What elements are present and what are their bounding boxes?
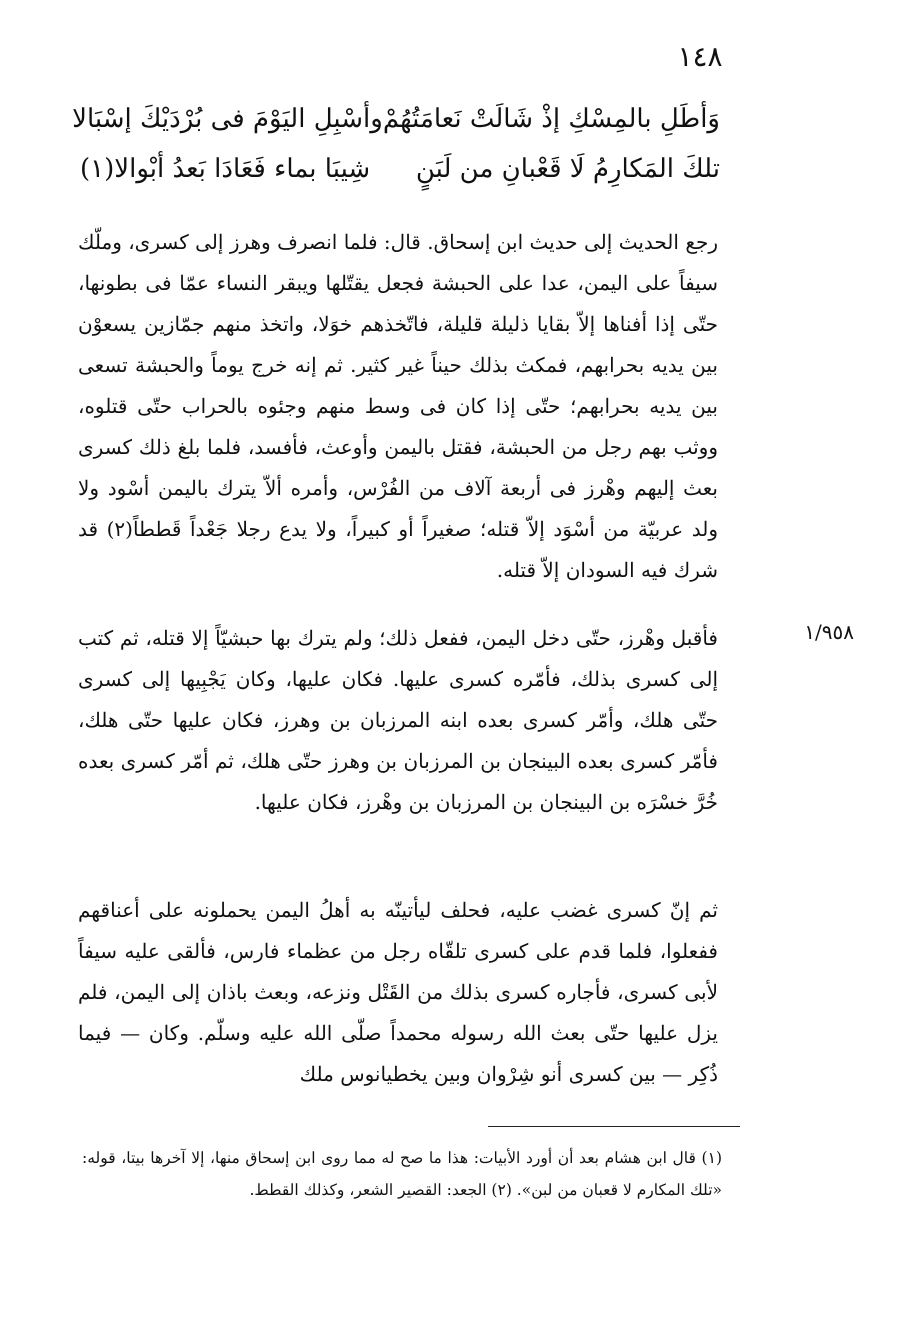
footnotes: (١) قال ابن هشام بعد أن أورد الأبيات: هذا ما صح له مما روى ابن إسحاق منها، إلا آخرها بيتا، قوله: «تلك المكارم لا قعبان من لبن». (٢) الجعد: القصير الشعر، وكذلك القطط. xyxy=(82,1149,722,1199)
verse-second-hemistich: وأسْبِلِ اليَوْمَ فى بُرْدَيْكَ إسْبَالا xyxy=(72,104,383,134)
page-number: ١٤٨ xyxy=(677,40,723,73)
margin-reference: ١/٩٥٨ xyxy=(804,620,854,644)
footnote-divider xyxy=(488,1126,740,1127)
verse-line xyxy=(72,96,720,142)
verse-first-hemistich: تلكَ المَكارِمُ لَا قَعْبانِ من لَبَنٍ xyxy=(415,154,720,184)
verse-line xyxy=(80,146,720,192)
body-paragraph: فأقبل وهْرز، حتّى دخل اليمن، ففعل ذلك؛ ولم يترك بها حبشيّاً إلا قتله، ثم كتب إلى كسرى بذلك، فأمّره كسرى عليها. فكان عليها، وكان يَجْبِيها إلى كسرى حتّى هلك، وأمّر كسرى بعده ابنه المرزبان بن وهرز، فكان عليها حتّى هلك، فأمّر كسرى بعده البينجان بن المرزبان بن وهرز حتّى هلك، ثم أمّر كسرى بعده خُرَّ خسْرَه بن البينجان بن المرزبان بن وهْرز، فكان عليها. xyxy=(78,626,718,814)
verse-first-hemistich: وَأطَلِ بالمِسْكِ إذْ شَالَتْ نَعامَتُهُمْ xyxy=(382,104,720,134)
body-paragraph: رجع الحديث إلى حديث ابن إسحاق. قال: فلما انصرف وهرز إلى كسرى، وملّك سيفاً على اليمن، عدا على الحبشة فجعل يقتّلها ويبقر النساء عمّا فى بطونها، حتّى إذا أفناها إلاّ بقايا ذليلة قليلة، فاتّخذهم خوَلا، واتخذ منهم جمّازين يسعوْن بين يديه بحرابهم، فمكث بذلك حيناً غير كثير. ثم إنه خرج يوماً والحبشة تسعى بين يديه بحرابهم؛ حتّى إذا كان فى وسط منهم وجئوه بالحراب حتّى قتلوه، ووثب بهم رجل من الحبشة، فقتل باليمن وأوعث، فأفسد، فلما بلغ ذلك كسرى بعث إليهم وهْرز فى أربعة آلاف من الفُرْس، وأمره ألاّ يترك باليمن أسْود ولا ولد عربيّة من أسْوَد إلاّ قتله؛ صغيراً أو كبيراً، ولا يدع رجلا جَعْداً قَططاً(٢) قد شرك فيه السودان إلاّ قتله. xyxy=(78,230,718,582)
body-paragraph: ثم إنّ كسرى غضب عليه، فحلف ليأتينّه به أهلُ اليمن يحملونه على أعناقهم ففعلوا، فلما قدم على كسرى تلقّاه رجل من عظماء فارس، فألقى عليه سيفاً لأبى كسرى، فأجاره كسرى بذلك من القَتْل ونزعه، وبعث باذان إلى اليمن، فلم يزل عليها حتّى بعث الله رسوله محمداً صلّى الله عليه وسلّم. وكان — فيما ذُكِر — بين كسرى أنو شِرْوان وبين يخطيانوس ملك xyxy=(78,898,718,1086)
verse-second-hemistich: شِيبَا بماء فَعَادَا بَعدُ أبْوالا(١) xyxy=(80,154,371,184)
